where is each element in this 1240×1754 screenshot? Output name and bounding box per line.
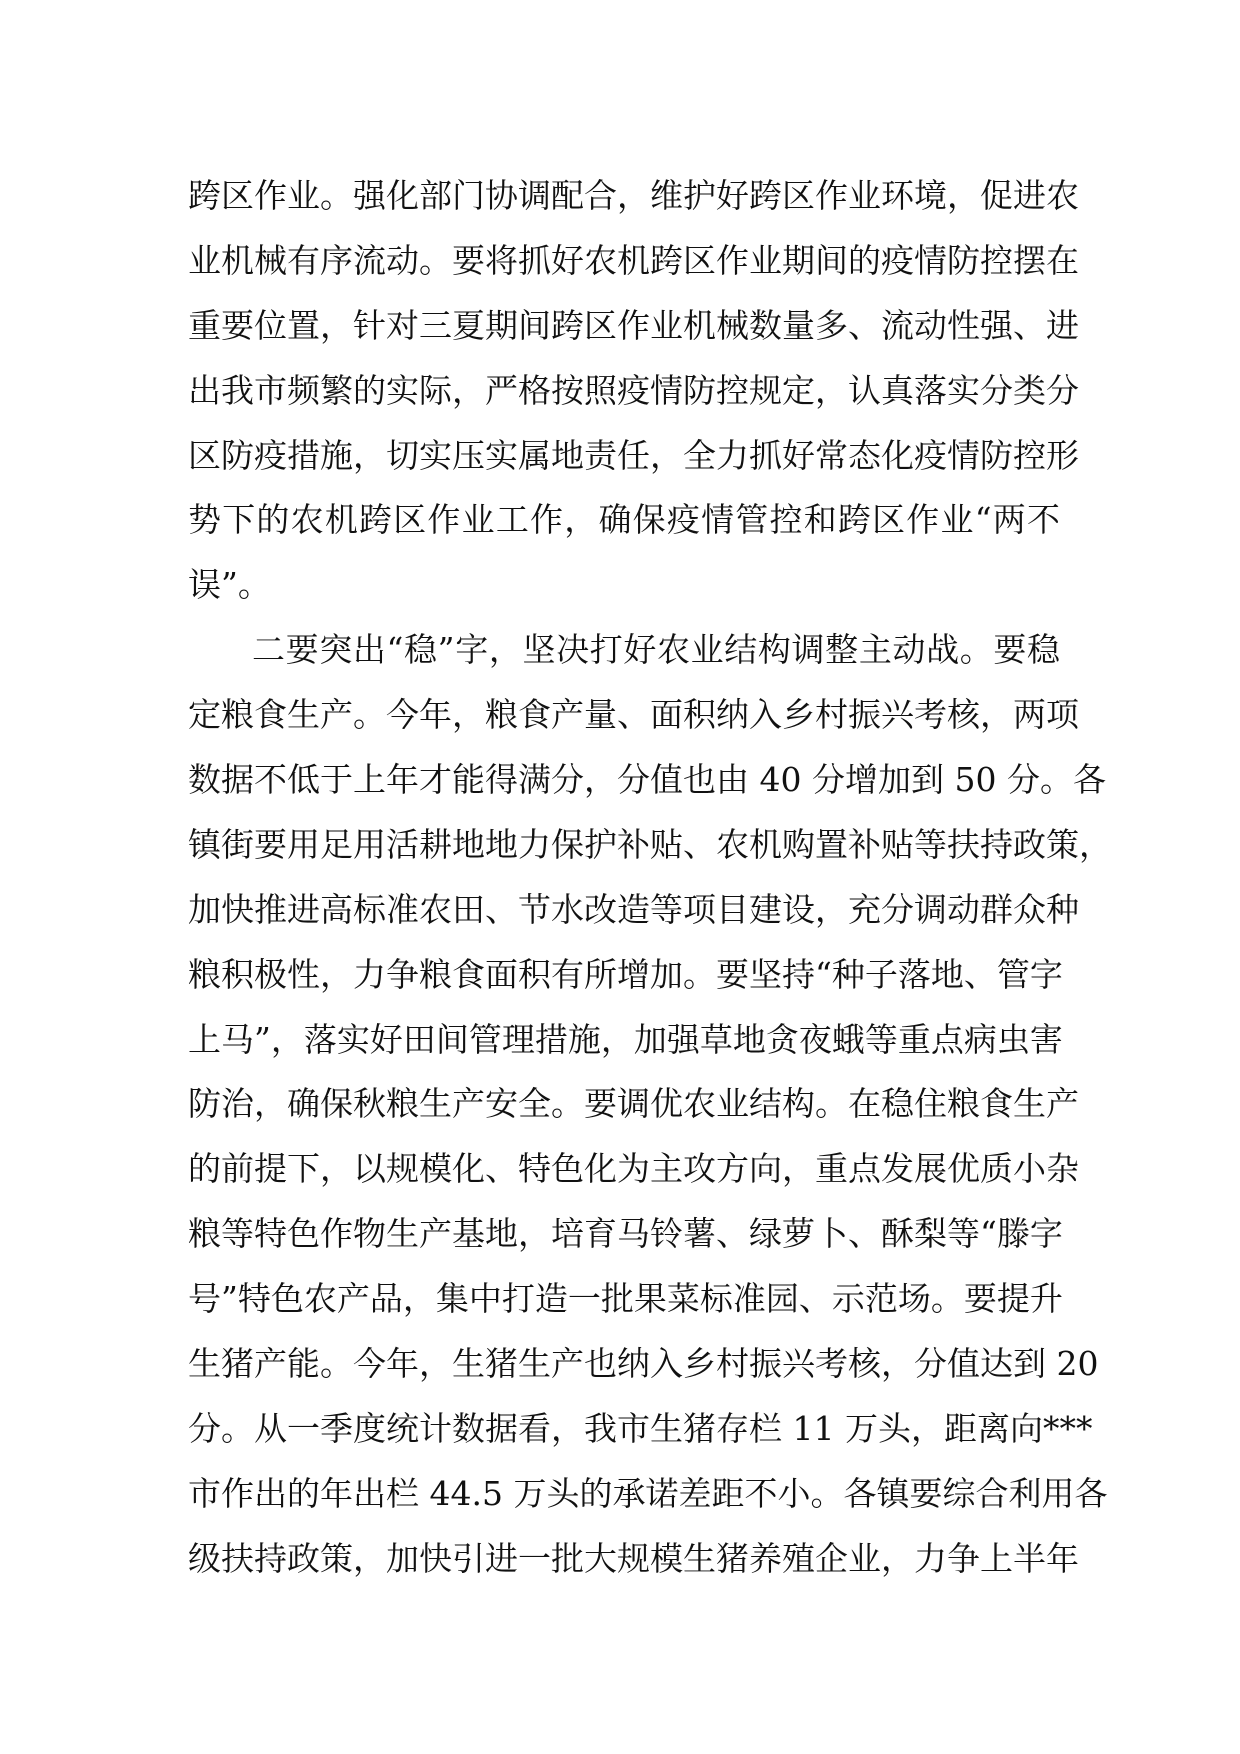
text-line: 跨区作业。强化部门协调配合，维护好跨区作业环境，促进农 — [188, 176, 1079, 215]
text-line: 重要位置，针对三夏期间跨区作业机械数量多、流动性强、进 — [188, 305, 1079, 345]
text-line: 业机械有序流动。要将抓好农机跨区作业期间的疫情防控摆在 — [188, 240, 1079, 280]
text-line: 数据不低于上年才能得满分，分值也由 40 分增加到 50 分。各 — [188, 760, 1106, 800]
text-line: 号”特色农产品，集中打造一批果菜标准园、示范场。要提升 — [188, 1279, 1063, 1319]
text-line: 生猪产能。今年，生猪生产也纳入乡村振兴考核，分值达到 20 — [188, 1344, 1099, 1384]
text-line: 级扶持政策，加快引进一批大规模生猪养殖企业，力争上半年 — [188, 1538, 1079, 1578]
text-line: 粮积极性，力争粮食面积有所增加。要坚持“种子落地、管字 — [188, 954, 1063, 994]
text-line: 防治，确保秋粮生产安全。要调优农业结构。在稳住粮食生产 — [188, 1084, 1079, 1124]
paragraph-start-line: 二要突出“稳”字，坚决打好农业结构调整主动战。要稳 — [252, 630, 1060, 670]
text-line: 上马”，落实好田间管理措施，加强草地贪夜蛾等重点病虫害 — [188, 1019, 1063, 1059]
text-line: 出我市频繁的实际，严格按照疫情防控规定，认真落实分类分 — [188, 370, 1079, 410]
text-line: 分。从一季度统计数据看，我市生猪存栏 11 万头，距离向*** — [188, 1408, 1093, 1448]
text-line: 区防疫措施，切实压实属地责任，全力抓好常态化疫情防控形 — [188, 435, 1079, 475]
text-line: 市作出的年出栏 44.5 万头的承诺差距不小。各镇要综合利用各 — [188, 1473, 1108, 1513]
text-line: 粮等特色作物生产基地，培育马铃薯、绿萝卜、酥梨等“滕字 — [188, 1214, 1063, 1254]
body-text — [188, 164, 1112, 1592]
text-line: 镇街要用足用活耕地地力保护补贴、农机购置补贴等扶持政策， — [188, 824, 1112, 864]
text-line: 误”。 — [188, 565, 271, 605]
text-line: 势下的农机跨区作业工作，确保疫情管控和跨区作业“两不 — [188, 500, 1060, 540]
text-line: 定粮食生产。今年，粮食产量、面积纳入乡村振兴考核，两项 — [188, 695, 1079, 735]
text-line: 加快推进高标准农田、节水改造等项目建设，充分调动群众种 — [188, 889, 1079, 929]
text-line: 的前提下，以规模化、特色化为主攻方向，重点发展优质小杂 — [188, 1149, 1079, 1189]
